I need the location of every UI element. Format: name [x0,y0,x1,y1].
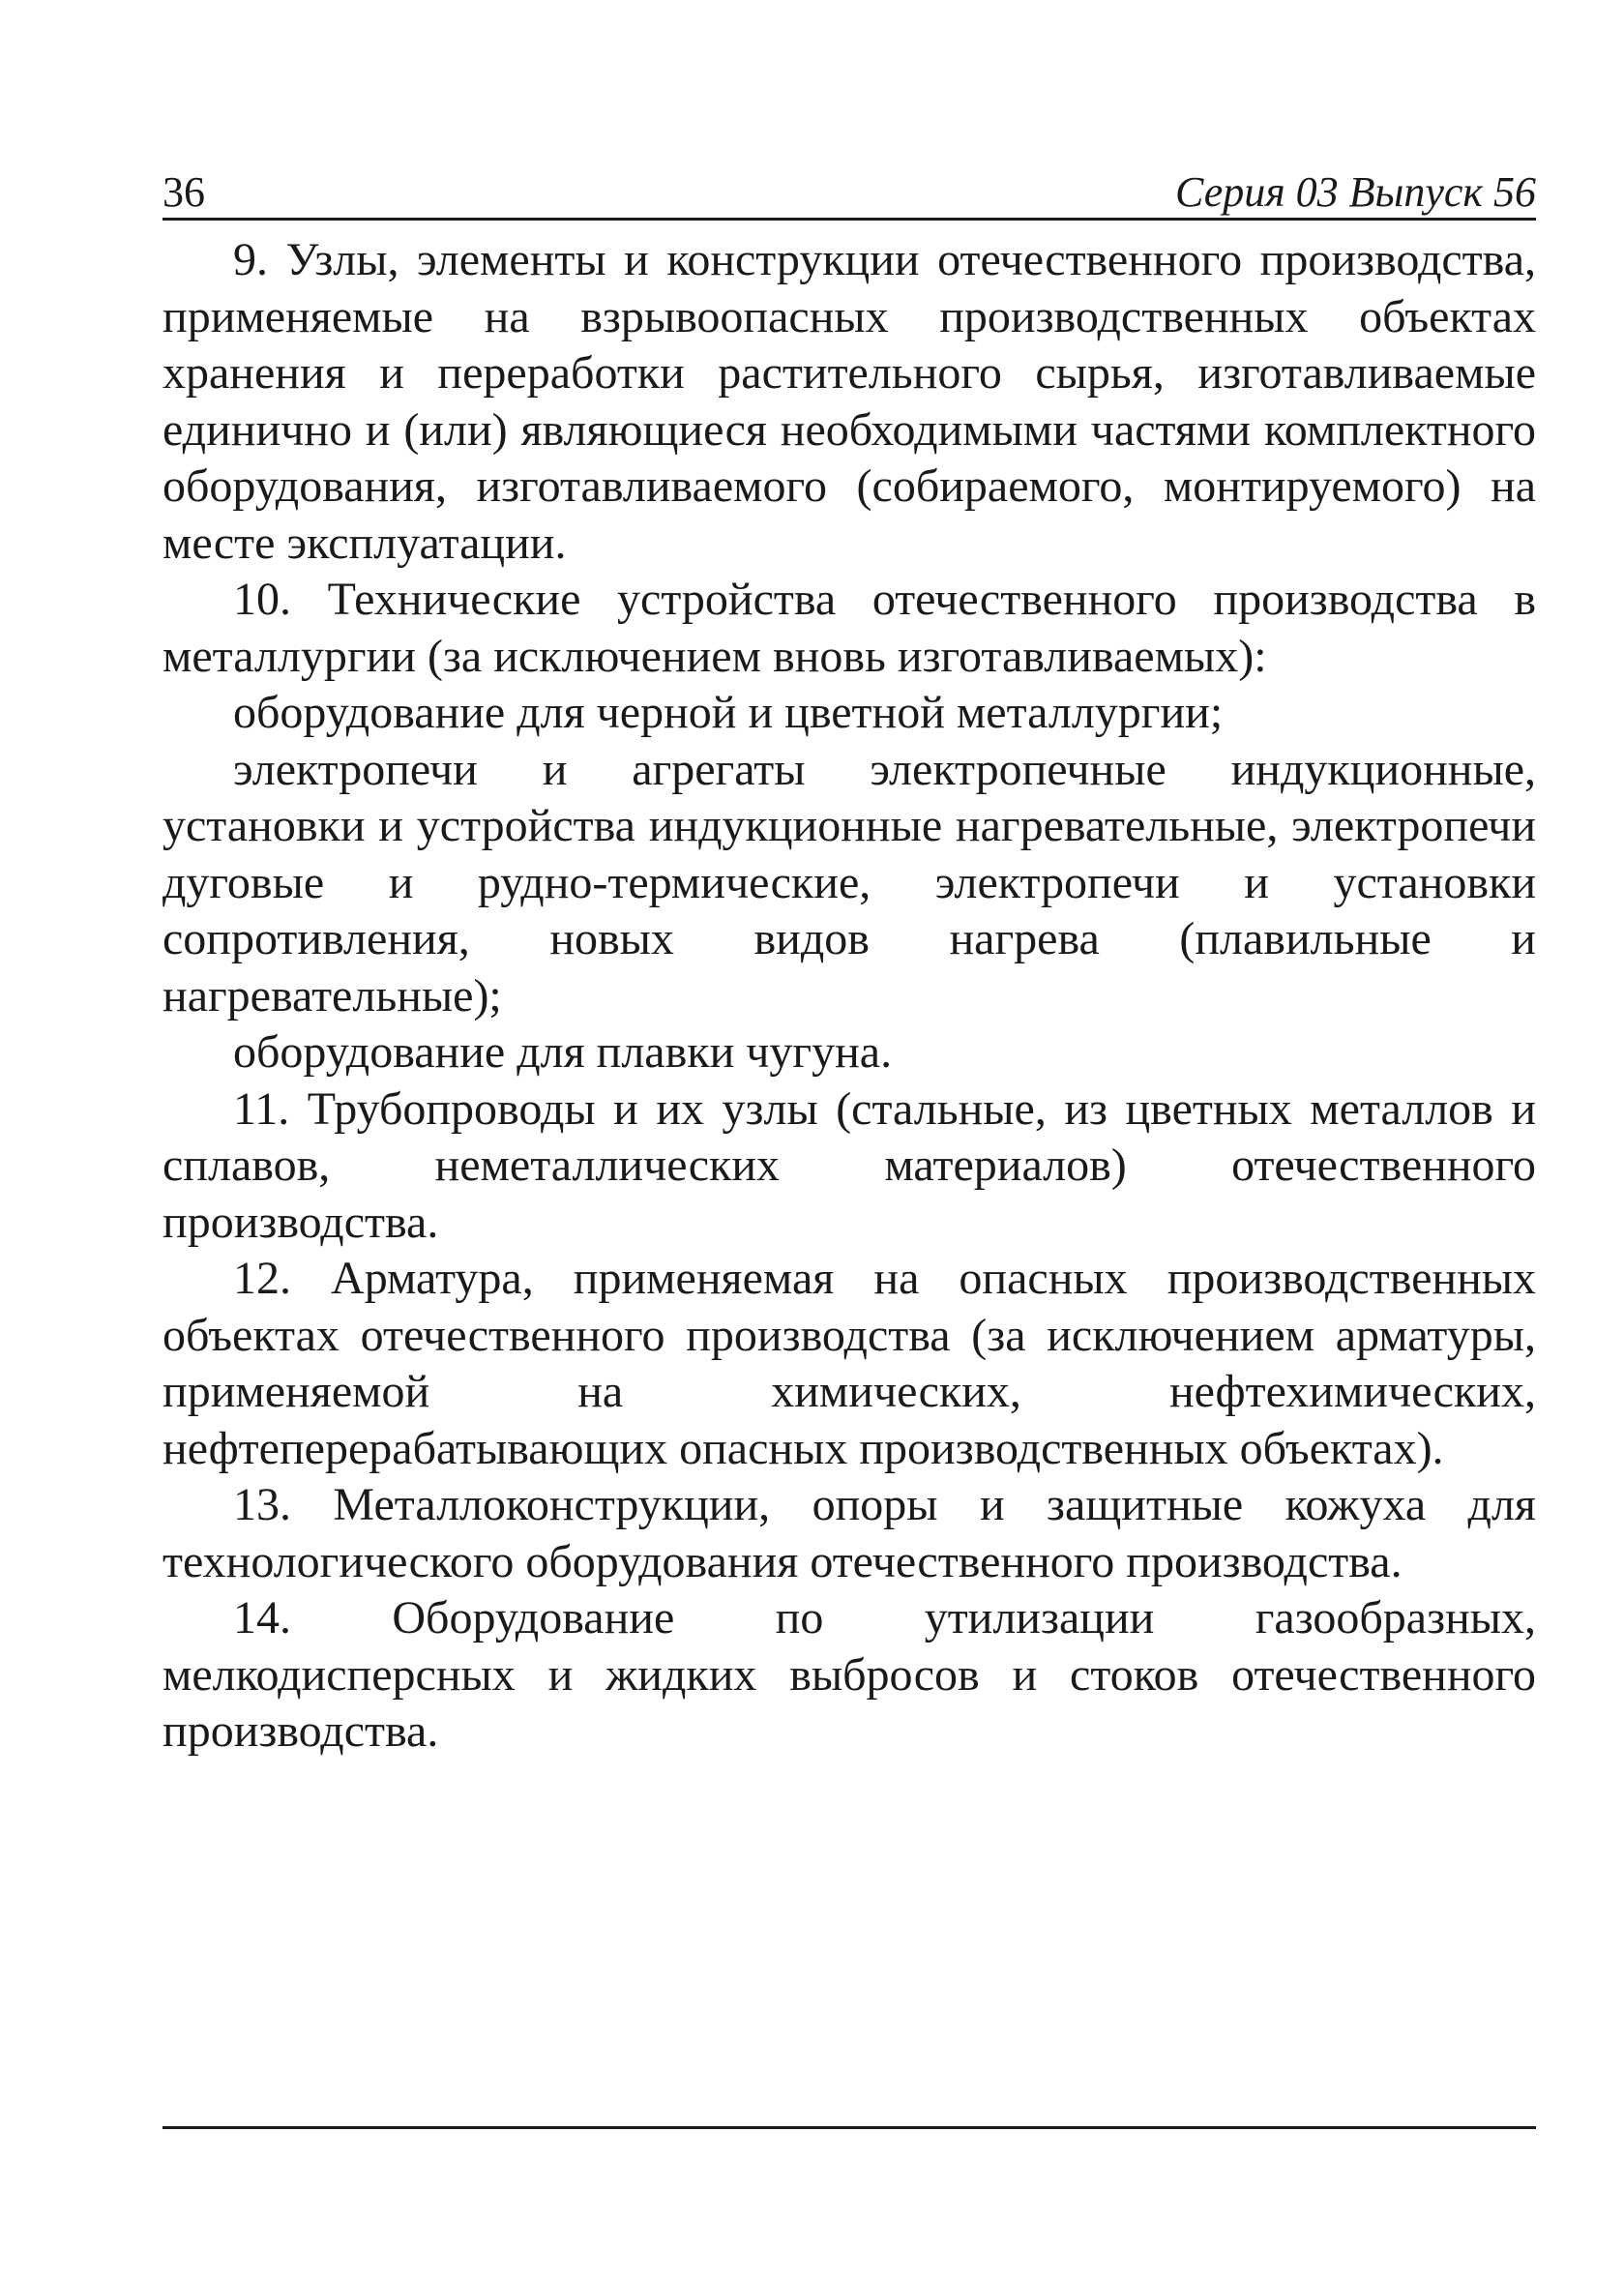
paragraph-item-10: 10. Технические устройства отечественного производства в металлургии (за исключением вновь изготавливаемых): [162,574,1536,682]
paragraph-item-11: 11. Трубопроводы и их узлы (стальные, из цветных металлов и сплавов, неметаллических материалов) отечественного производства. [162,1082,1536,1248]
paragraph-item-14: 14. Оборудование по утилизации газообразных, мелкодисперсных и жидких выбросов и стоков отечественного производства. [162,1592,1536,1757]
paragraph-cast-iron-melting: оборудование для плавки чугуна. [233,1026,893,1078]
paragraph-item-13: 13. Металлоконструкции, опоры и защитные кожуха для технологического оборудования отечественного производства. [162,1479,1536,1587]
paragraph-item-12: 12. Арматура, применяемая на опасных производственных объектах отечественного производства (за исключением арматуры, применяемой на химических, нефтехимических, нефтеперерабатывающих опасных производственных объектах). [162,1253,1536,1474]
page-number: 36 [162,168,205,216]
paragraph-ferrous-nonferrous-equipment: оборудование для черной и цветной металлургии; [233,687,1224,738]
footer-rule [162,2126,1536,2129]
body-text [162,232,1536,1761]
running-title: Серия 03 Выпуск 56 [1175,168,1536,216]
paragraph-item-9: 9. Узлы, элементы и конструкции отечественного производства, применяемые на взрывоопасных производственных объектах хранения и переработки растительного сырья, изготавливаемые единично и (или) являющиеся необходимыми частями комплектного оборудования, изготавливаемого (собираемого, монтируемого) на месте эксплуатации. [162,234,1536,569]
paragraph-electric-furnaces: электропечи и агрегаты электропечные индукционные, установки и устройства индукционные нагревательные, электропечи дуговые и рудно-термические, электропечи и установки сопротивления, новых видов нагрева (плавильные и нагревательные); [162,743,1536,1022]
page-header [162,160,1536,221]
